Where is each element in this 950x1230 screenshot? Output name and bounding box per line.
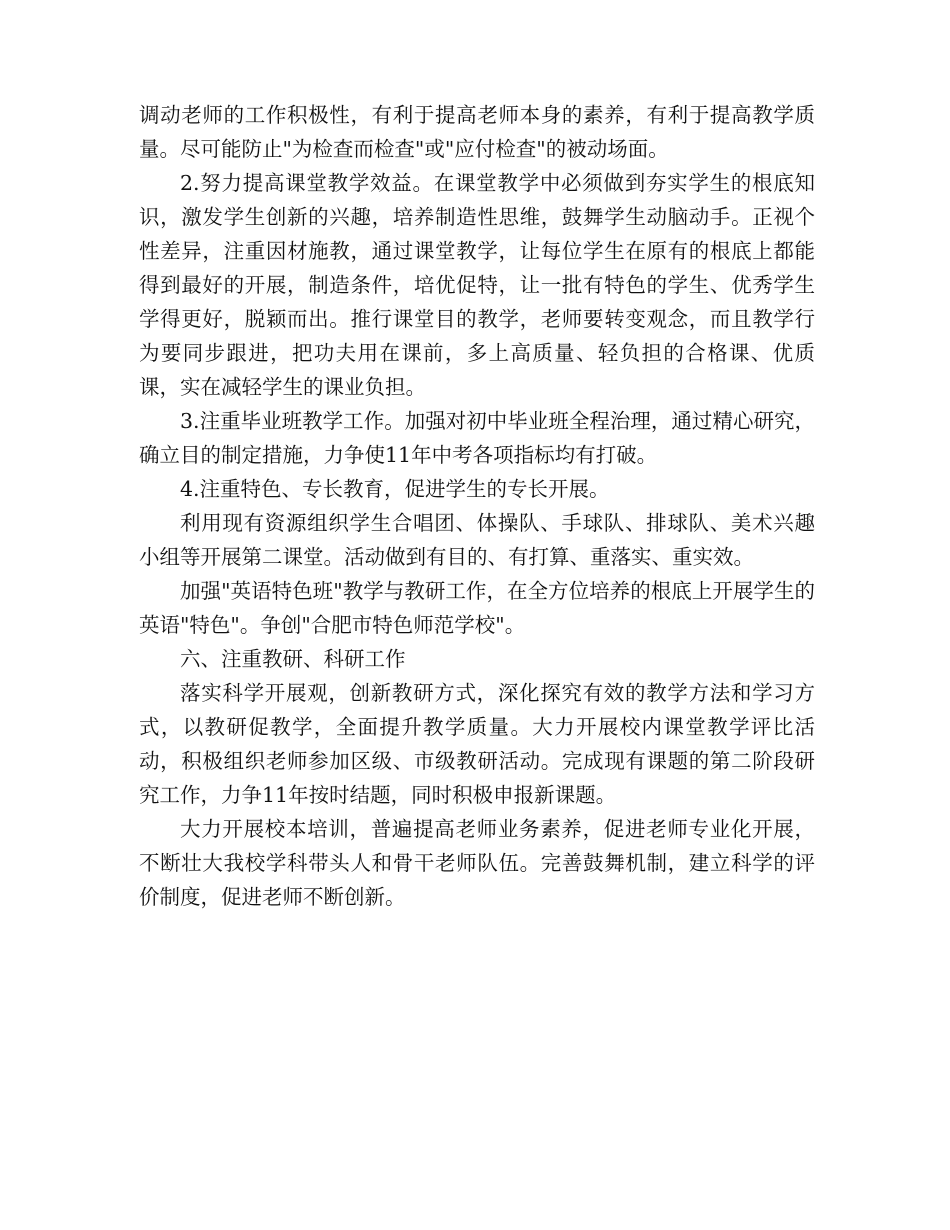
paragraph-english: 加强"英语特色班"教学与教研工作，在全方位培养的根底上开展学生的英语"特色"。争创"合肥市特色师范学校"。	[139, 579, 815, 637]
section-heading-6: 六、注重教研、科研工作	[180, 647, 406, 671]
paragraph-activities: 利用现有资源组织学生合唱团、体操队、手球队、排球队、美术兴趣小组等开展第二课堂。活动做到有目的、有打算、重落实、重实效。	[139, 511, 815, 569]
document-body	[139, 98, 815, 914]
paragraph-continuation: 调动老师的工作积极性，有利于提高老师本身的素养，有利于提高教学质量。尽可能防止"为检查而检查"或"应付检查"的被动场面。	[139, 103, 815, 161]
paragraph-research: 落实科学开展观，创新教研方式，深化探究有效的教学方法和学习方式，以教研促教学，全面提升教学质量。大力开展校内课堂教学评比活动，积极组织老师参加区级、市级教研活动。完成现有课题的第二阶段研究工作，力争11年按时结题，同时积极申报新课题。	[139, 681, 815, 807]
paragraph-item-4: 4.注重特色、专长教育，促进学生的专长开展。	[180, 477, 610, 501]
paragraph-item-2: 2.努力提高课堂教学效益。在课堂教学中必须做到夯实学生的根底知识，激发学生创新的兴趣，培养制造性思维，鼓舞学生动脑动手。正视个性差异，注重因材施教，通过课堂教学，让每位学生在原有的根底上都能得到最好的开展，制造条件，培优促特，让一批有特色的学生、优秀学生学得更好，脱颖而出。推行课堂目的教学，老师要转变观念，而且教学行为要同步跟进，把功夫用在课前，多上高质量、轻负担的合格课、优质课，实在减轻学生的课业负担。	[139, 171, 815, 399]
paragraph-item-3: 3.注重毕业班教学工作。加强对初中毕业班全程治理，通过精心研究，确立目的制定措施，力争使11年中考各项指标均有打破。	[139, 409, 815, 467]
paragraph-training: 大力开展校本培训，普遍提高老师业务素养，促进老师专业化开展，不断壮大我校学科带头人和骨干老师队伍。完善鼓舞机制，建立科学的评价制度，促进老师不断创新。	[139, 817, 815, 909]
